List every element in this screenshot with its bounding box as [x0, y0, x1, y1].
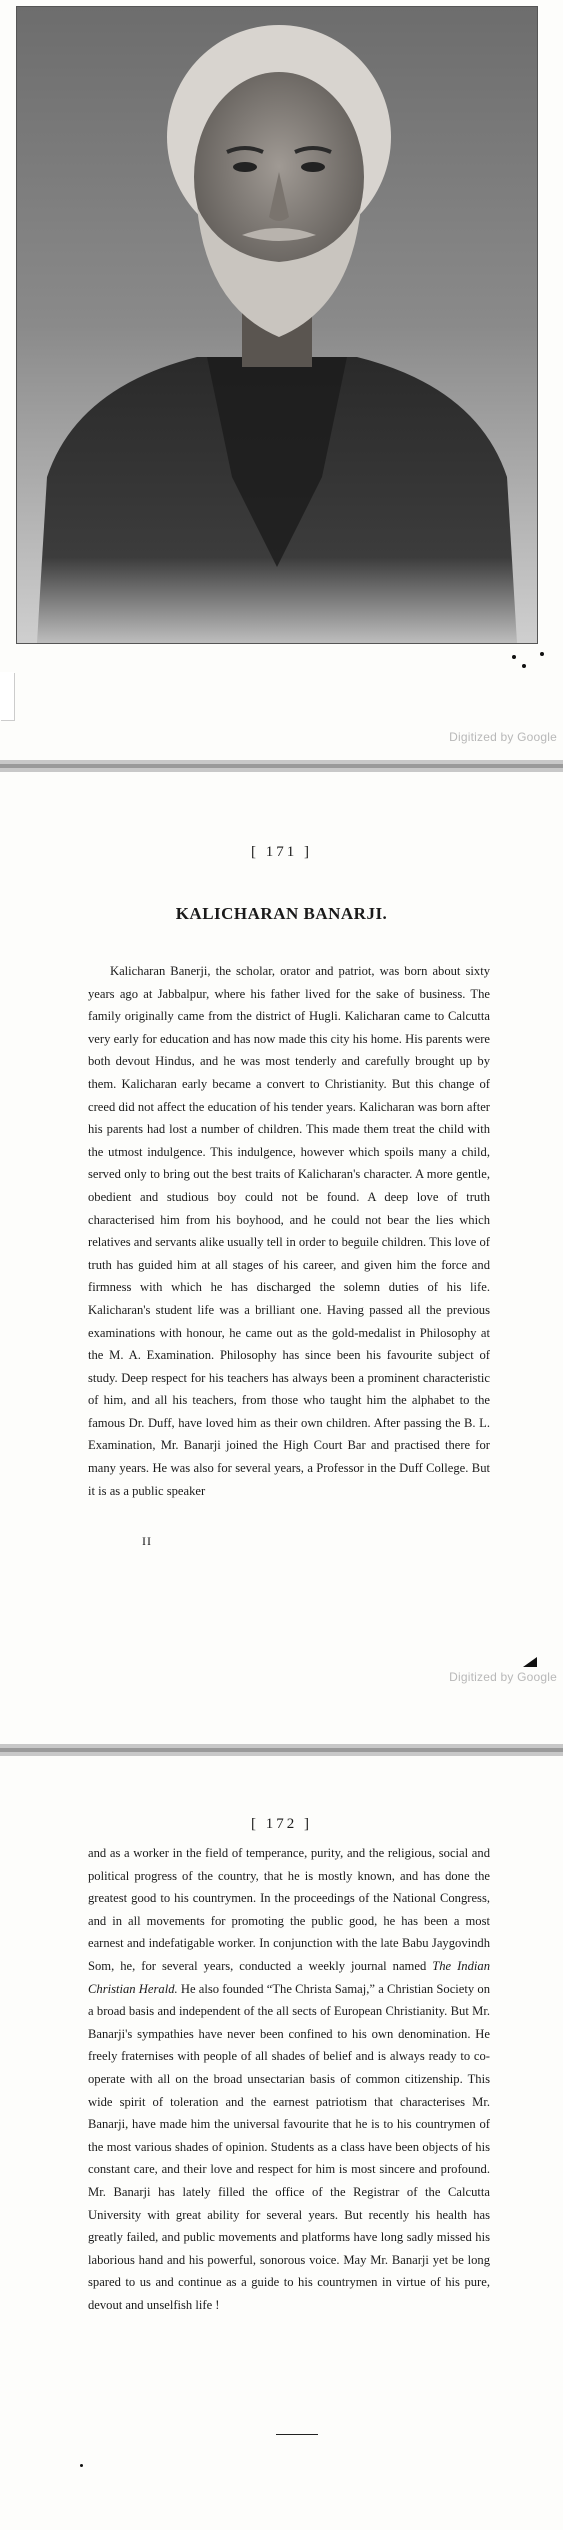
text-page-172 [0, 1756, 563, 2530]
paragraph-text: Kalicharan Banerji, the scholar, orator and patriot, was born about sixty years ago at Jabbalpur, where his father lived for the sake of business. The family originally came from the district of Hugli. Kalicharan came to Calcutta very early for education and has now made this city his home. His parents were both devout Hindus, and he was most tenderly and carefully brought up by them. Kalicharan early became a convert to Christianity. But this change of creed did not affect the education of his tender years. Kalicharan was born after his parents had lost a number of children. This made them treat the child with the utmost indulgence. This indulgence, however which spoils many a child, served only to bring out the best traits of Kalicharan's character. A more gentle, obedient and studious boy could not be found. A deep love of truth characterised him from his boyhood, and he could not bear the lies which relatives and servants alike usually tell in order to beguile children. This love of truth has guided him at all stages of his career, and given him the force and firmness with which he has discharged the solemn duties of his life. Kalicharan's student life was a brilliant one. Having passed all the previous examinations with honour, he came out as the gold-medalist in Philosophy at the M. A. Examination. Philosophy has since been his favourite subject of study. Deep respect for his teachers has always been a prominent characteristic of him, and all his teachers, from those who taught him the alphabet to the famous Dr. Duff, have loved him as their own children. After passing the B. L. Examination, Mr. Banarji joined the High Court Bar and practised there for many years. He was also for several years, a Professor in the Duff College. But it is as a public speaker [88, 964, 490, 1498]
page-number: [ 172 ] [251, 1816, 312, 1832]
portrait-photograph [16, 6, 538, 644]
portrait-page [0, 0, 563, 760]
corner-mark [523, 1657, 537, 1667]
page-divider [0, 760, 563, 772]
paragraph-text [88, 1842, 490, 2316]
scan-edge-artifact [0, 672, 14, 720]
body-paragraph [88, 1842, 490, 2316]
portrait-image [17, 7, 537, 643]
page-number: [ 171 ] [251, 844, 312, 860]
chapter-title: KALICHARAN BANARJI. [175, 904, 388, 923]
paragraph-text-part1: and as a worker in the field of temperance, purity, and the religious, social and political progress of the country, that he is mostly known, and has done the greatest good to his countrymen. In the proceedings of the National Congress, and in all movements for promoting the public good, he has been a most earnest and indefatigable worker. In conjunction with the late Babu Jaygovindh Som, he, for several years, conducted a weekly journal named [88, 1846, 490, 1973]
page-divider [0, 1744, 563, 1756]
digitized-watermark: Digitized by Google [449, 730, 557, 744]
body-paragraph [88, 960, 490, 1502]
journal-name: The Indian Christian Herald. [88, 1958, 490, 1996]
digitized-watermark: Digitized by Google [449, 1670, 557, 1684]
end-rule [276, 2434, 318, 2435]
text-page-171 [0, 772, 563, 1744]
signature-mark: II [142, 1534, 152, 1548]
paragraph-text-part2: He also founded “The Christa Samaj,” a Christian Society on a broad basis and independent of the all sects of European Christianity. But Mr. Banarji's sympathies have never been confined to his own denomination. He freely fraternises with people of all shades of belief and is always ready to co-operate with all on the broad unsectarian basis of common citizenship. This wide spirit of toleration and the earnest patriotism that characterises Mr. Banarji, have made him the universal favourite that he is to his countrymen of the most various shades of opinion. Students as a class have been objects of his constant care, and their love and respect for him is most sincere and profound. Mr. Banarji has lately filled the office of the Registrar of the Calcutta University with great ability for several years. But recently his health has greatly failed, and public movements and platforms have long sadly missed his laborious hand and his powerful, sonorous voice. May Mr. Banarji yet be long spared to us and continue as a guide to his countrymen in virtue of his pure, devout and unselfish life ! [88, 1981, 490, 2312]
